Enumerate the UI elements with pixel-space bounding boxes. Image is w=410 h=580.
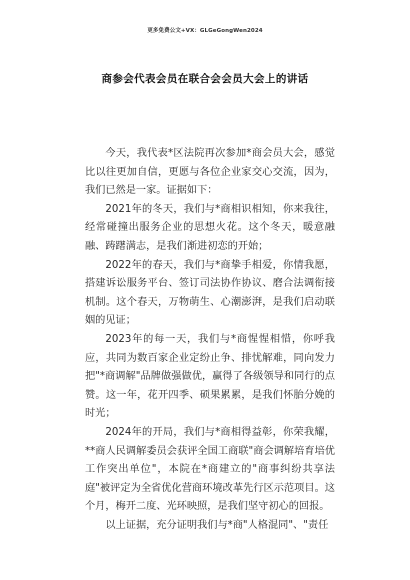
speech-body [85, 145, 335, 535]
header-note: 更多免费公文+VX：GLGeGongWen2024 [147, 28, 263, 34]
paragraph-intro: 今天，我代表*区法院再次参加*商会员大会，感觉比以往更加自信，更愿与各位企业家交心交流，因为，我们已然是一家。证据如下： [85, 148, 335, 197]
paragraph-2021: 2021年的冬天，我们与*商相识相知，你来我往，经常碰撞出服务企业的思想火花。这个冬天，暖意融融、踌躇满志，是我们渐进初恋的开始； [85, 203, 335, 252]
paragraph-2023: 2023年的每一天，我们与*商惺惺相惜，你呼我应，共同为数百家企业定纷止争、排忧解难，同向发力把"*商调解"品牌做强做优，赢得了各级领导和同行的点赞。这一年，花开四季、硕果累累，是我们怀胎分娩的时光； [85, 333, 335, 420]
paragraph-2022: 2022年的春天，我们与*商挚手相爱，你情我愿，搭建诉讼服务平台、签订司法协作协议、磨合法调衔接机制。这个春天，万物萌生、心潮澎湃，是我们启动联姻的见证； [85, 259, 335, 327]
paragraph-2024: 2024年的开局，我们与*商相得益彰，你荣我耀，**商人民调解委员会获评全国工商联"商会调解培育培优工作突出单位"，本院在*商建立的"商事纠纷共享法庭"被评定为全省优化营商环境改革先行区示范项目。这个月，梅开二度、光环映照，是我们坚守初心的回报。 [85, 426, 335, 513]
paragraph-conclusion: 以上证据，充分证明我们与*商"人格混同"、"责任 [105, 519, 329, 531]
document-title: 商参会代表会员在联合会会员大会上的讲话 [101, 73, 309, 85]
